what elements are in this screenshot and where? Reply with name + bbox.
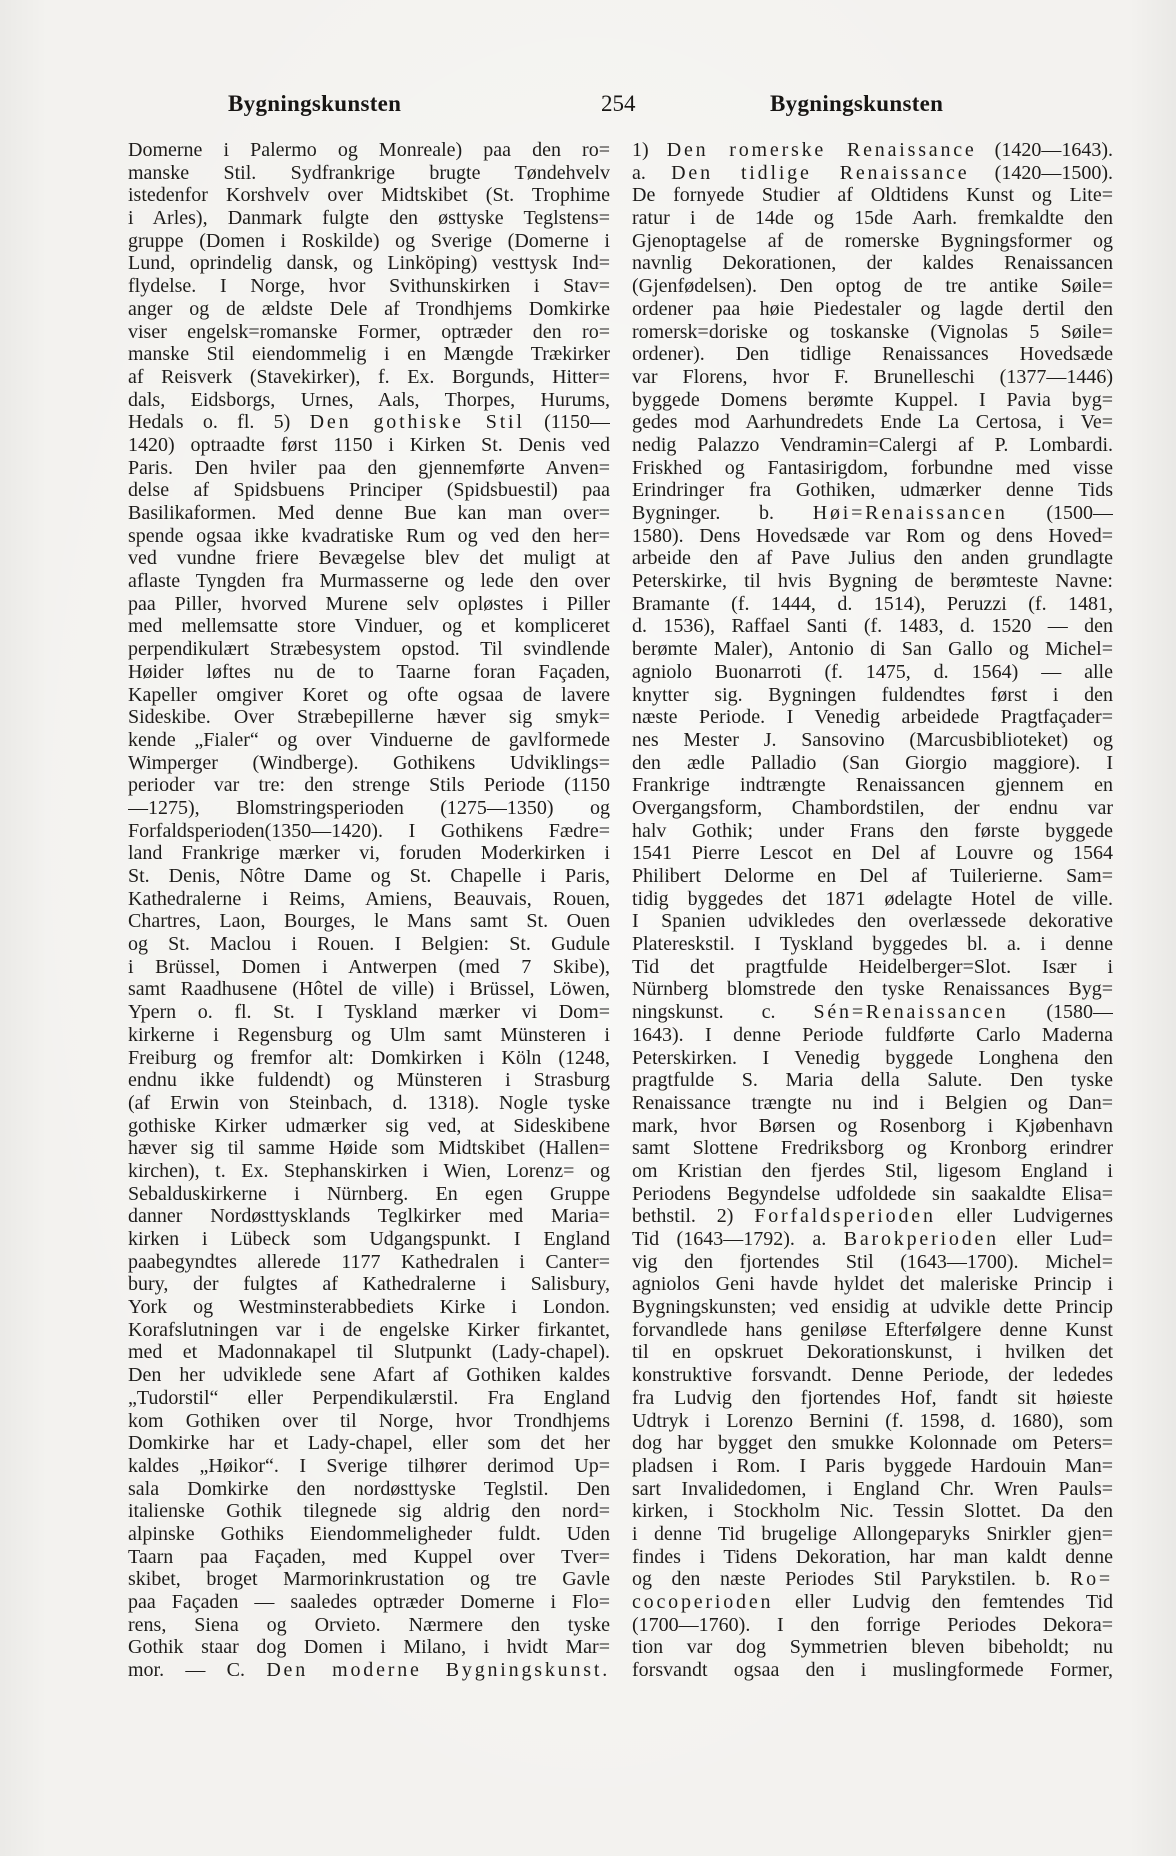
text-line: endnu ikke fuldendt) og Münsteren i Strasburg xyxy=(128,1069,610,1092)
running-head-left: Bygningskunsten xyxy=(228,91,402,116)
text-line xyxy=(632,502,1113,525)
text-line: agniolos Geni havde hyldet det maleriske Princip i xyxy=(632,1273,1113,1296)
text-line: manske Stil. Sydfrankrige brugte Tøndehvelv xyxy=(128,161,610,184)
text-line: gothiske Kirker udmærker sig ved, at Sideskibene xyxy=(128,1114,610,1137)
text-line: i denne Tid brugelige Allongeparyks Snirkler gjen= xyxy=(632,1522,1113,1545)
text-segment: (1420—1500). xyxy=(969,161,1113,184)
text-line: anger og de ældste Dele af Trondhjems Domkirke xyxy=(128,297,610,320)
text-line: nes Mester J. Sansovino (Marcusbiblioteket) og xyxy=(632,728,1113,751)
text-line: fra Ludvig den fjortendes Hof, fandt sit høieste xyxy=(632,1386,1113,1409)
text-line: Basilikaformen. Med denne Bue kan man over= xyxy=(128,502,610,524)
text-line: halv Gothik; under Frans den første byggede xyxy=(632,819,1113,842)
text-segment: eller Ludvigernes xyxy=(935,1205,1113,1228)
text-line: arbeide den af Pave Julius den anden grundlagte xyxy=(632,547,1113,570)
spaced-emphasis: Den romerske Renaissance xyxy=(666,139,977,161)
text-segment: bethstil. 2) xyxy=(632,1205,755,1228)
text-line: I Spanien udvikledes den overlæssede dekorative xyxy=(632,910,1113,933)
spaced-emphasis: Den gothiske Stil xyxy=(309,411,525,434)
text-line: Platereskstil. I Tyskland byggedes bl. a. i denne xyxy=(632,933,1113,956)
text-line xyxy=(632,162,1113,185)
text-segment: a. xyxy=(632,161,672,184)
text-line: Taarn paa Façaden, med Kuppel over Tver= xyxy=(128,1545,610,1568)
text-line: forvandlede hans geniløse Efterfølgere denne Kunst xyxy=(632,1318,1113,1341)
text-line: romersk=doriske og toskanske (Vignolas 5 Søile= xyxy=(632,320,1113,343)
text-line: hæver sig til samme Høide som Midtskibet (Hallen= xyxy=(128,1137,610,1160)
text-line: Domerne i Palermo og Monreale) paa den ro= xyxy=(128,139,610,161)
text-line: Ypern o. fl. St. I Tyskland mærker vi Dom= xyxy=(128,1001,610,1024)
text-line: findes i Tidens Dekoration, har man kaldt denne xyxy=(632,1545,1113,1568)
text-line: bury, der fulgtes af Kathedralerne i Salisbury, xyxy=(128,1273,610,1296)
text-line: kom Gothiken over til Norge, hvor Trondhjems xyxy=(128,1409,610,1432)
text-line: gedes mod Aarhundredets Ende La Certosa, i Ve= xyxy=(632,411,1113,434)
text-line: Philibert Delorme en Del af Tuilerierne. Sam= xyxy=(632,865,1113,887)
text-line: Peterskirken. I Venedig byggede Longhena den xyxy=(632,1046,1113,1069)
text-line: kirchen), t. Ex. Stephanskirken i Wien, Lorenz= og xyxy=(128,1159,610,1182)
text-segment: ningskunst. c. xyxy=(632,1001,814,1024)
spaced-emphasis: Høi=Renaissancen xyxy=(812,502,1008,524)
text-line: dals, Eidsborgs, Urnes, Aals, Thorpes, Hurums, xyxy=(128,388,610,411)
text-line xyxy=(128,411,610,434)
text-line: ved vundne friere Bevægelse blev det muligt at xyxy=(128,547,610,570)
text-line: flydelse. I Norge, hvor Svithunskirken i Stav= xyxy=(128,275,610,298)
text-line: Kapeller omgiver Koret og ofte ogsaa de lavere xyxy=(128,683,610,706)
text-line: Bramante (f. 1444, d. 1514), Peruzzi (f. 1481, xyxy=(632,592,1113,615)
text-segment: Tid (1643—1792). a. xyxy=(632,1228,844,1250)
text-line: forsvandt ogsaa den i muslingformede Former, xyxy=(632,1659,1113,1682)
text-line: land Frankrige mærker vi, foruden Moderkirken i xyxy=(128,842,610,865)
text-line: Frankrige indtrængte Renaissancen gjennem en xyxy=(632,774,1113,797)
right-column xyxy=(632,139,1113,1682)
text-line: sala Domkirke den nordøsttyske Teglstil. Den xyxy=(128,1477,610,1500)
text-segment: 1) xyxy=(632,139,667,161)
text-line: alpinske Gothiks Eiendommeligheder fuldt. Uden xyxy=(128,1522,610,1545)
text-line: perioder var tre: den strenge Stils Periode (1150 xyxy=(128,774,610,797)
text-line: kirkerne i Regensburg og Ulm samt Münsteren i xyxy=(128,1023,610,1046)
text-line: York og Westminsterabbediets Kirke i London. xyxy=(128,1296,610,1319)
text-line: Renaissance trængte nu ind i Belgien og Dan= xyxy=(632,1091,1113,1114)
text-line: „Tudorstil“ eller Perpendikulærstil. Fra England xyxy=(128,1386,610,1409)
text-line: 1420) optraadte først 1150 i Kirken St. Denis ved xyxy=(128,433,610,456)
text-line: d. 1536), Raffael Santi (f. 1483, d. 1520 — den xyxy=(632,615,1113,638)
text-line: Nürnberg blomstrede den tyske Renaissances Byg= xyxy=(632,978,1113,1001)
text-line: ordener). Den tidlige Renaissances Hovedsæde xyxy=(632,343,1113,366)
text-line: Freiburg og fremfor alt: Domkirken i Köln (1248, xyxy=(128,1046,610,1069)
text-line: Tid det pragtfulde Heidelberger=Slot. Især i xyxy=(632,955,1113,978)
text-line xyxy=(632,1591,1113,1614)
text-line: aflaste Tyngden fra Murmasserne og lede den over xyxy=(128,570,610,593)
text-line: pragtfulde S. Maria della Salute. Den tyske xyxy=(632,1069,1113,1092)
text-line: Overgangsform, Chambordstilen, der endnu var xyxy=(632,796,1113,819)
text-line: med mellemsatte store Vinduer, og et kompliceret xyxy=(128,615,610,638)
text-line: kende „Fialer“ og over Vinduerne de gavlformede xyxy=(128,728,610,751)
text-line: næste Periode. I Venedig arbeidede Pragtfaçader= xyxy=(632,706,1113,729)
text-line: Peterskirke, til hvis Bygning de berømteste Navne: xyxy=(632,570,1113,593)
text-line: vig den fjortendes Stil (1643—1700). Michel= xyxy=(632,1250,1113,1273)
text-line: Wimperger (Windberge). Gothikens Udviklings= xyxy=(128,751,610,774)
text-line: samt Slottene Fredriksborg og Kronborg erindrer xyxy=(632,1137,1113,1160)
spaced-emphasis: Ro= xyxy=(1069,1568,1113,1591)
text-segment: mor. — C. xyxy=(128,1659,267,1682)
text-line: manske Stil eiendommelig i en Mængde Trækirker xyxy=(128,343,610,366)
text-segment: eller Lud= xyxy=(998,1228,1113,1250)
spaced-emphasis: Den moderne Bygningskunst. xyxy=(266,1659,610,1682)
text-line: navnlig Dekorationen, der kaldes Renaissancen xyxy=(632,252,1113,275)
text-line: tion var dog Symmetrien bleven bibeholdt; nu xyxy=(632,1636,1113,1659)
text-line: Forfaldsperioden(1350—1420). I Gothikens Fædre= xyxy=(128,819,610,842)
text-line: delse af Spidsbuens Principer (Spidsbuestil) paa xyxy=(128,479,610,502)
text-segment: (1150— xyxy=(524,411,610,434)
text-line: (af Erwin von Steinbach, d. 1318). Nogle tyske xyxy=(128,1091,610,1114)
text-line: i Brüssel, Domen i Antwerpen (med 7 Skibe), xyxy=(128,955,610,978)
text-line: Chartres, Laon, Bourges, le Mans samt St. Ouen xyxy=(128,910,610,933)
text-line: om Kristian den fjerdes Stil, ligesom England i xyxy=(632,1159,1113,1182)
text-line: italienske Gothik tilegnede sig aldrig den nord= xyxy=(128,1500,610,1523)
text-line: Korafslutningen var i de engelske Kirker firkantet, xyxy=(128,1318,610,1341)
text-segment: og den næste Periodes Stil Parykstilen. b. xyxy=(632,1568,1070,1591)
text-line: knytter sig. Bygningen fuldendtes først i den xyxy=(632,683,1113,706)
text-line: i Arles), Danmark fulgte den østtyske Teglstens= xyxy=(128,207,610,230)
text-line: Bygningskunsten; ved ensidig at udvikle dette Princip xyxy=(632,1296,1113,1319)
text-line: nedig Palazzo Vendramin=Calergi af P. Lombardi. xyxy=(632,433,1113,456)
text-line: perpendikulært Stræbesystem opstod. Til svindlende xyxy=(128,638,610,661)
text-line: af Reisverk (Stavekirker), f. Ex. Borgunds, Hitter= xyxy=(128,365,610,388)
text-line: Erindringer fra Gothiken, udmærker denne Tids xyxy=(632,479,1113,502)
text-line: pladsen i Rom. I Paris byggede Hardouin Man= xyxy=(632,1454,1113,1477)
text-line: viser engelsk=romanske Former, optræder den ro= xyxy=(128,320,610,343)
text-line: Sideskibe. Over Stræbepillerne hæver sig smyk= xyxy=(128,706,610,729)
text-line: samt Raadhusene (Hôtel de ville) i Brüssel, Löwen, xyxy=(128,978,610,1001)
text-line: paabegyndtes allerede 1177 Kathedralen i Canter= xyxy=(128,1250,610,1273)
text-line: (Gjenfødelsen). Den optog de tre antike Søile= xyxy=(632,275,1113,298)
text-line: (1700—1760). I den forrige Periodes Dekora= xyxy=(632,1613,1113,1636)
text-line: med et Madonnakapel til Slutpunkt (Lady-chapel). xyxy=(128,1341,610,1364)
text-segment: (1420—1643). xyxy=(976,139,1113,161)
text-segment: Bygninger. b. xyxy=(632,502,813,524)
text-line: 1541 Pierre Lescot en Del af Louvre og 1564 xyxy=(632,842,1113,865)
text-line: Kathedralerne i Reims, Amiens, Beauvais, Rouen, xyxy=(128,887,610,910)
text-line: agniolo Buonarroti (f. 1475, d. 1564) — alle xyxy=(632,660,1113,683)
text-line: Gothik staar dog Domen i Milano, i hvidt Mar= xyxy=(128,1636,610,1659)
text-line xyxy=(632,1228,1113,1251)
text-line: sart Invalidedomen, i England Chr. Wren Pauls= xyxy=(632,1477,1113,1500)
text-line: paa Façaden — saaledes optræder Domerne i Flo= xyxy=(128,1591,610,1613)
text-segment: (1580— xyxy=(1008,1001,1113,1024)
left-column xyxy=(128,139,610,1682)
spaced-emphasis: Forfaldsperioden xyxy=(754,1205,936,1228)
text-line xyxy=(632,139,1113,162)
text-line xyxy=(128,1659,610,1682)
text-line: spende ogsaa ikke kvadratiske Rum og ved den her= xyxy=(128,524,610,547)
text-line: Domkirke har et Lady-chapel, eller som det her xyxy=(128,1432,610,1455)
spaced-emphasis: Den tidlige Renaissance xyxy=(671,161,970,184)
running-head-right: Bygningskunsten xyxy=(770,91,944,116)
text-line: Udtryk i Lorenzo Bernini (f. 1598, d. 1680), som xyxy=(632,1409,1113,1432)
text-line: skibet, broget Marmorinkrustation og tre Gavle xyxy=(128,1568,610,1591)
text-line: byggede Domens berømte Kuppel. I Pavia byg= xyxy=(632,388,1113,411)
text-line: De fornyede Studier af Oldtidens Kunst og Lite= xyxy=(632,184,1113,207)
text-line: kirken, i Stockholm Nic. Tessin Slottet. Da den xyxy=(632,1500,1113,1523)
text-line: —1275), Blomstringsperioden (1275—1350) og xyxy=(128,796,610,819)
text-line: den ædle Palladio (San Giorgio maggiore). I xyxy=(632,751,1113,774)
text-line: Paris. Den hviler paa den gjennemførte Anven= xyxy=(128,456,610,479)
text-line xyxy=(632,1568,1113,1591)
text-line: Sebalduskirkerne i Nürnberg. En egen Gruppe xyxy=(128,1182,610,1205)
text-line xyxy=(632,1205,1113,1228)
text-line: gruppe (Domen i Roskilde) og Sverige (Domerne i xyxy=(128,229,610,252)
text-line: Gjenoptagelse af de romerske Bygningsformer og xyxy=(632,229,1113,252)
text-line: 1643). I denne Periode fuldførte Carlo Maderna xyxy=(632,1023,1113,1046)
text-line: berømte Maler), Antonio di San Gallo og Michel= xyxy=(632,638,1113,661)
text-line: rens, Siena og Orvieto. Nærmere den tyske xyxy=(128,1613,610,1636)
text-line: ordener paa høie Piedestaler og lagde dertil den xyxy=(632,297,1113,320)
text-line: danner Nordøsttysklands Teglkirker med Maria= xyxy=(128,1205,610,1228)
text-segment: eller Ludvig den femtendes Tid xyxy=(773,1591,1113,1613)
text-line: ratur i de 14de og 15de Aarh. fremkaldte den xyxy=(632,207,1113,230)
text-line: St. Denis, Nôtre Dame og St. Chapelle i Paris, xyxy=(128,865,610,887)
text-line: paa Piller, hvorved Murene selv opløstes i Piller xyxy=(128,592,610,615)
text-segment: (1500— xyxy=(1007,502,1113,524)
text-line: til en opskruet Dekorationskunst, i hvilken det xyxy=(632,1341,1113,1364)
text-line xyxy=(632,1001,1113,1024)
spaced-emphasis: Sén=Renaissancen xyxy=(813,1001,1009,1024)
spaced-emphasis: cocoperioden xyxy=(632,1591,774,1613)
text-line: 1580). Dens Hovedsæde var Rom og dens Hoved= xyxy=(632,524,1113,547)
text-line: Friskhed og Fantasirigdom, forbundne med visse xyxy=(632,456,1113,479)
text-line: Den her udviklede sene Afart af Gothiken kaldes xyxy=(128,1364,610,1387)
text-line: og St. Maclou i Rouen. I Belgien: St. Gudule xyxy=(128,933,610,956)
text-line: Periodens Begyndelse udfoldede sin saakaldte Elisa= xyxy=(632,1182,1113,1205)
text-line: Lund, oprindelig dansk, og Linköping) vesttysk Ind= xyxy=(128,252,610,275)
text-line: Høider løftes nu de to Taarne foran Façaden, xyxy=(128,660,610,683)
text-line: kirken i Lübeck som Udgangspunkt. I England xyxy=(128,1228,610,1250)
text-line: var Florens, hvor F. Brunelleschi (1377—1446) xyxy=(632,365,1113,388)
spaced-emphasis: Barokperioden xyxy=(843,1228,999,1250)
text-line: kaldes „Høikor“. I Sverige tilhører derimod Up= xyxy=(128,1454,610,1477)
text-line: mark, hvor Børsen og Rosenborg i Kjøbenhavn xyxy=(632,1114,1113,1137)
text-line: tidig byggedes det 1871 ødelagte Hotel de ville. xyxy=(632,887,1113,910)
text-line: dog har bygget den smukke Kolonnade om Peters= xyxy=(632,1432,1113,1455)
page-number: 254 xyxy=(601,91,636,116)
text-line: konstruktive forsvandt. Denne Periode, der lededes xyxy=(632,1364,1113,1387)
text-line: istedenfor Korshvelv over Midtskibet (St. Trophime xyxy=(128,184,610,207)
text-segment: Hedals o. fl. 5) xyxy=(128,411,310,434)
